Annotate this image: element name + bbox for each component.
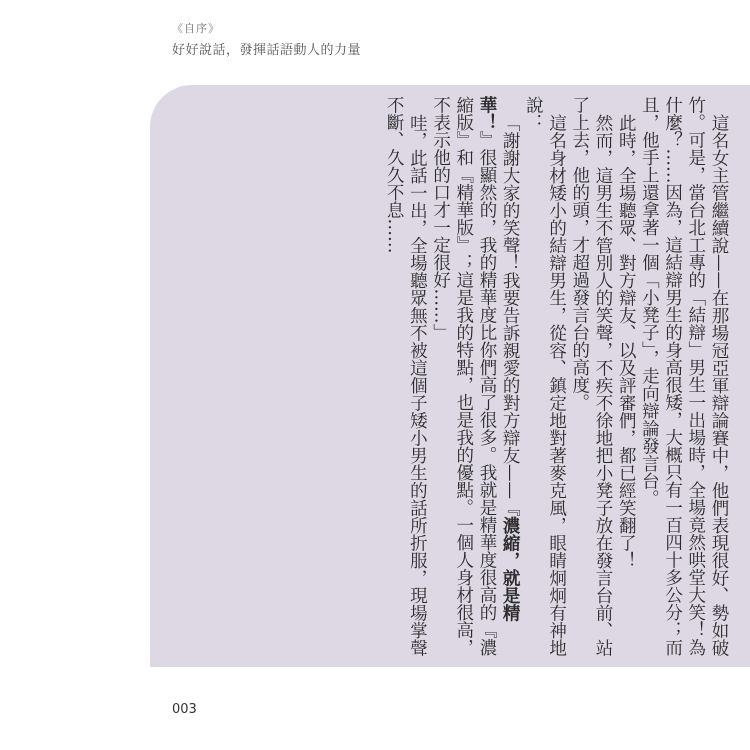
- section-label: 《自序》: [172, 22, 220, 35]
- vertical-text-body: [382, 96, 730, 656]
- paragraph-text: 此時，全場聽眾、對方辯友、以及評審們，都已經笑翻了！: [616, 113, 637, 569]
- paragraph: [428, 96, 521, 656]
- paragraph-text: 』很顯然的，我的精華度比你們高了很多。我就是精華度很高的『濃縮版』和『精華版』；這是我的特點，也是我的優點。一個人身材很高，不表示他的口才一定很好……」: [430, 96, 497, 656]
- chapter-title: 好好說話，發揮話語動人的力量: [172, 43, 362, 58]
- paragraph: [568, 96, 614, 656]
- chapter-header: [172, 20, 361, 58]
- paragraph-text: 哇，此話一出，全場聽眾無不被這個子矮小男生的話所折服，現場掌聲不斷、久久不息……: [384, 96, 428, 656]
- paragraph: [382, 96, 428, 656]
- paragraph-text: 這名身材矮小的結辯男生，從容、鎮定地對著麥克風，眼睛炯炯有神地說：: [523, 96, 567, 656]
- paragraph: [521, 96, 567, 656]
- paragraph: [637, 96, 730, 656]
- paragraph-text: 這名女主管繼續說——在那場冠亞軍辯論賽中，他們表現很好、勢如破竹。可是，當台北工專的「結辯」男生一出場時，全場竟然哄堂大笑！為什麼？……因為，這結辯男生的身高很矮，大概只有一百四十多公分；而且，他手上還拿著一個「小凳子」，走向辯論發言台。: [639, 96, 729, 656]
- paragraph: [614, 96, 637, 656]
- paragraph-text: 「謝謝大家的笑聲！我要告訴親愛的對方辯友——『: [500, 113, 521, 516]
- page-number: 003: [172, 702, 197, 717]
- emphasis-text: 濃縮，就是精華！: [476, 96, 521, 621]
- paragraph-text: 然而，這男生不管別人的笑聲，不疾不徐地把小凳子放在發言台前、站了上去，他的頭，才超過發言台的高度。: [569, 96, 613, 656]
